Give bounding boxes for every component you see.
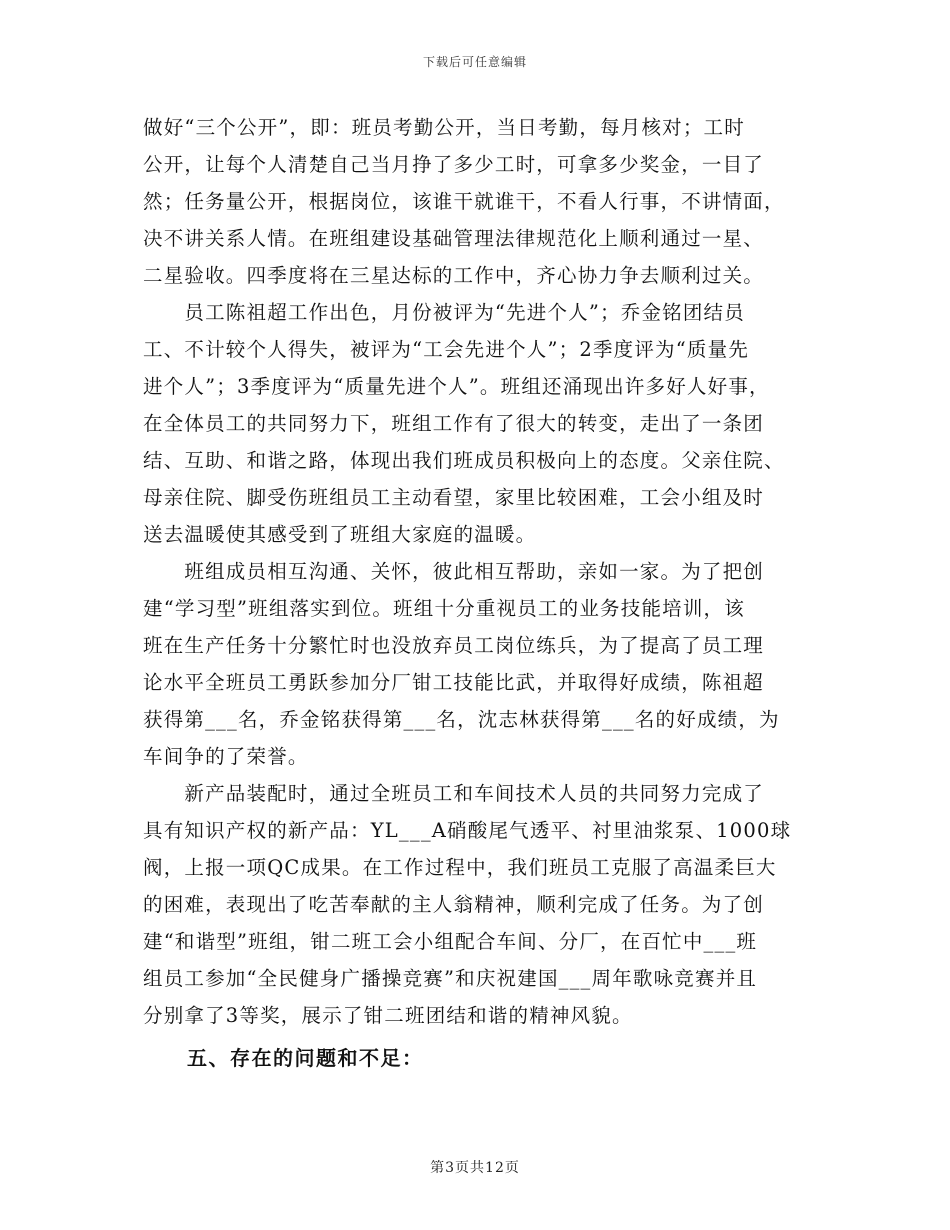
text-line: 建“和谐型”班组，钳二班工会小组配合车间、分厂，在百忙中___班 [143, 930, 758, 953]
text-line: 组员工参加“全民健身广播操竞赛”和庆祝建国___周年歌咏竞赛并且 [143, 967, 758, 990]
text-line: 做好“三个公开”，即：班员考勤公开，当日考勤，每月核对；工时 [143, 116, 745, 139]
text-line: 具有知识产权的新产品：YL___A硝酸尾气透平、衬里油浆泵、1000球 [143, 819, 792, 842]
text-line: 公开，让每个人清楚自己当月挣了多少工时，可拿多少奖金，一目了 [143, 153, 765, 176]
text-line: 的困难，表现出了吃苦奉献的主人翁精神，顺利完成了任务。为了创 [143, 893, 765, 916]
paragraph-awards [143, 294, 803, 553]
text-line: 阀，上报一项QC成果。在工作过程中，我们班员工克服了高温柔巨大 [143, 856, 777, 879]
text-line: 分别拿了3等奖，展示了钳二班团结和谐的精神风貌。 [143, 1004, 633, 1027]
page-header: 下载后可任意编辑 [422, 55, 527, 69]
paragraph-training [143, 553, 803, 775]
text-line: 然；任务量公开，根据岗位，该谁干就谁干，不看人行事，不讲情面， [143, 190, 785, 213]
document-body [143, 109, 803, 1077]
text-line: 母亲住院、脚受伤班组员工主动看望，家里比较困难，工会小组及时 [143, 486, 765, 509]
text-line: 员工陈祖超工作出色，月份被评为“先进个人”；乔金铭团结员 [143, 301, 745, 324]
text-line: 决不讲关系人情。在班组建设基础管理法律规范化上顺利通过一星、 [143, 227, 765, 250]
text-line: 在全体员工的共同努力下，班组工作有了很大的转变，走出了一条团 [143, 412, 765, 435]
section-heading: 五、存在的问题和不足： [187, 1046, 424, 1070]
text-line: 班在生产任务十分繁忙时也没放弃员工岗位练兵，为了提高了员工理 [143, 634, 765, 657]
text-line: 车间争的了荣誉。 [143, 745, 309, 768]
text-line: 进个人”；3季度评为“质量先进个人”。班组还涌现出许多好人好事， [143, 375, 770, 398]
text-line: 建“学习型”班组落实到位。班组十分重视员工的业务技能培训，该 [143, 597, 745, 620]
text-line: 二星验收。四季度将在三星达标的工作中，齐心协力争去顺利过关。 [143, 264, 765, 287]
text-line: 论水平全班员工勇跃参加分厂钳工技能比武，并取得好成绩，陈祖超 [143, 671, 765, 694]
text-line: 获得第___名，乔金铭获得第___名，沈志林获得第___名的好成绩，为 [143, 708, 780, 731]
text-line: 班组成员相互沟通、关怀，彼此相互帮助，亲如一家。为了把创 [143, 560, 765, 583]
text-line: 新产品装配时，通过全班员工和车间技术人员的共同努力完成了 [143, 782, 765, 805]
page-footer: 第3页共12页 [430, 1160, 520, 1176]
paragraph-attendance [143, 109, 803, 294]
text-line: 送去温暖使其感受到了班组大家庭的温暖。 [143, 523, 537, 546]
text-line: 结、互助、和谐之路，体现出我们班成员积极向上的态度。父亲住院、 [143, 449, 785, 472]
text-line: 工、不计较个人得失，被评为“工会先进个人”；2季度评为“质量先 [143, 338, 750, 361]
paragraph-new-products [143, 775, 803, 1034]
